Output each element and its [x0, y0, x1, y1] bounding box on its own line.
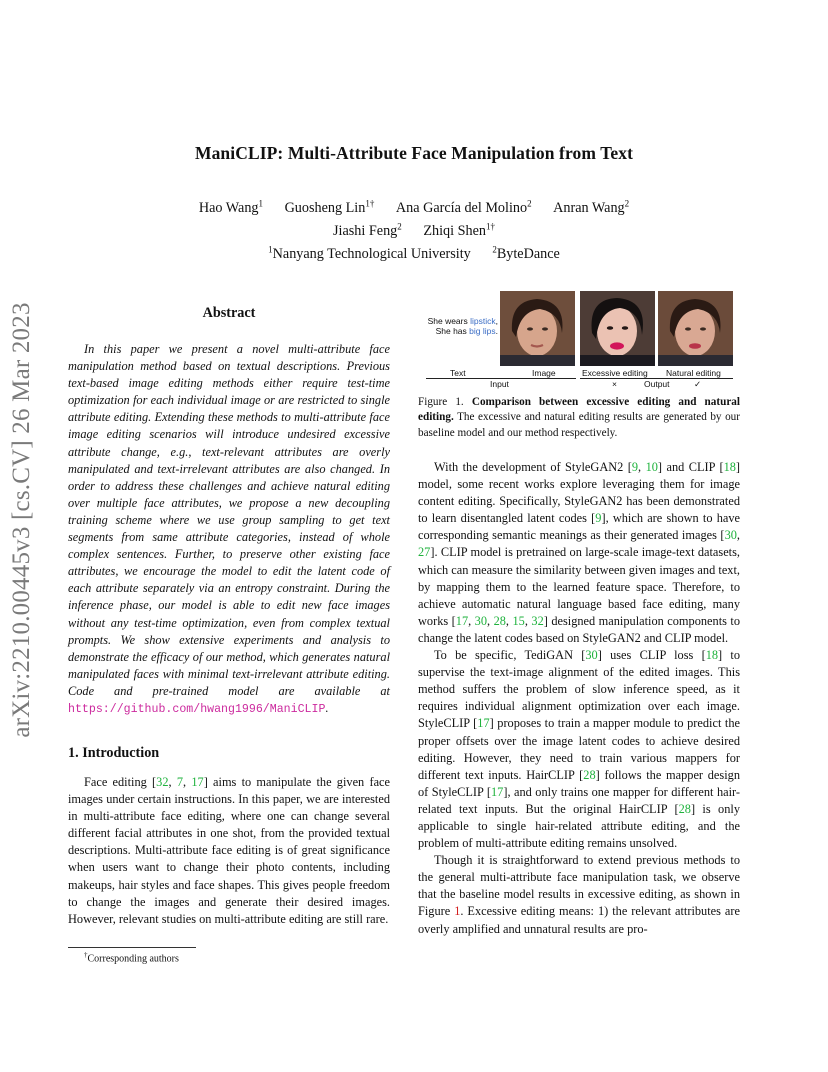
check-mark: ✓: [694, 379, 702, 389]
author: Jiashi Feng$^2$: [333, 221, 402, 239]
citation[interactable]: 17: [455, 613, 469, 628]
citation[interactable]: 30: [585, 648, 598, 663]
label-text: Text: [450, 368, 466, 378]
intro-paragraph: Face editing [32, 7, 17] aims to manipulate the given face images under certain instructions. In this paper, we are interested in multi-attribute face editing, where one can change several different facial attributes in one shot, from the provided textual descriptions. Multi-attribute face editing is of great significance when users want to change their photo contents, including makeups, hair styles and face shapes. This gives people freedom to change the images and generate their desired images. However, relevant studies on multi-attribute editing are still rare.: [68, 775, 391, 926]
section-heading-introduction: 1. Introduction: [68, 745, 160, 761]
footnote: †Corresponding authors: [84, 951, 179, 965]
citation[interactable]: 17: [477, 716, 490, 731]
abstract-body: In this paper we present a novel multi-attribute face manipulation method based on textual descriptions. Previous text-based image editing methods either require test-time optimization for each individual image or are restricted to single attribute editing. Extending these methods to multi-attribute face image editing scenarios will introduce undesired excessive attribute change, e.g., text-relevant attributes are overly manipulated and text-irrelevant attributes are also changed. In order to address these challenges and achieve natural editing over multiple face attributes, we propose a new decoupling training scheme where we use group sampling to get text segments from same attribute categories, instead of whole complex sentences. Further, to preserve other existing face attributes, we encourage the model to edit the latent code of each attribute separately via an entropy constraint. During the inference phase, our model is able to edit new face images without any test-time optimization, even from complex textual prompts. We show extensive experiments and analysis to demonstrate the efficacy of our method, which generates natural manipulated faces with minimal text-irrelevant attribute editing. Code and pre-trained model are available at https://github.com/hwang1996/ManiCLIP.: [68, 342, 390, 716]
paper-title: ManiCLIP: Multi-Attribute Face Manipulation from Text: [194, 143, 634, 163]
citation[interactable]: 30: [474, 613, 488, 628]
natural-editing-face-image: [658, 291, 733, 366]
excessive-editing-face-image: [580, 291, 655, 366]
citation[interactable]: 28: [678, 801, 691, 816]
affiliations: [0, 240, 828, 263]
figure-ref[interactable]: 1: [454, 904, 461, 919]
right-column-body: [418, 459, 740, 938]
abstract-heading: Abstract: [202, 305, 256, 321]
author: Guosheng Lin$^{1\dagger}$: [284, 198, 375, 216]
paragraph: With the development of StyleGAN2 [9, 10] and CLIP [18] model, some recent works explore leveraging them for image content editing. Specifically, StyleGAN2 has been demonstrated to learn disentangled latent codes [9], which are shown to have corresponding semantic meanings as their generated images [30, 27]. CLIP model is pretrained on large-scale image-text datasets, which can measure the similarity between given images and text, by mapping them to the learned feature space. Therefore, to achieve automatic natural language based face editing, many works [17, 30, 28, 15, 32] designed manipulation components to change the latent codes based on StyleGAN2 and CLIP model.: [418, 460, 741, 645]
figure-caption: Figure 1. Comparison between excessive editing and natural editing. The excessive and natural editing results are generated by our baseline model and our method respectively.: [418, 396, 740, 439]
author: Hao Wang$^1$: [198, 198, 264, 216]
input-face-image: [500, 291, 575, 366]
citation[interactable]: 32: [531, 613, 544, 628]
citation[interactable]: 18: [723, 460, 736, 474]
abstract-text: In this paper we present a novel multi-attribute face manipulation method based on textual descriptions. Previous text-based image editing methods either require test-time optimization for each individual image or are restricted to single attribute editing. Extending these methods to multi-attribute face image editing scenarios will introduce undesired excessive attribute change, e.g., text-relevant attributes are overly manipulated and text-irrelevant attributes are also changed. In order to address these challenges and achieve natural editing over multiple face attributes, we propose a new decoupling training scheme where we use group sampling to get text segments from same attribute categories, instead of whole complex sentences. Further, to preserve other existing face attributes, we encourage the model to edit the latent code of each attribute separately via an entropy constraint. During the inference phase, our model is able to edit new face images without any test-time optimization, even from complex textual prompts. We show extensive experiments and analysis to demonstrate the efficacy of our method, which generates natural manipulated faces with minimal text-irrelevant attribute editing. Code and pre-trained model are available at: [68, 342, 390, 698]
cross-mark: ×: [612, 379, 617, 389]
citation[interactable]: 30: [724, 528, 737, 543]
citation[interactable]: 10: [645, 460, 658, 474]
label-image: Image: [532, 368, 556, 378]
label-input: Input: [490, 379, 509, 389]
citation[interactable]: 17: [491, 784, 504, 799]
citation[interactable]: 18: [705, 648, 719, 663]
citation[interactable]: 17: [191, 775, 204, 789]
affiliation: $^1$Nanyang Technological University: [268, 244, 471, 263]
affiliation: $^2$ByteDance: [492, 244, 560, 263]
citation[interactable]: 9: [595, 511, 602, 526]
author: Anran Wang$^2$: [553, 198, 630, 216]
label-excessive: Excessive editing: [582, 368, 648, 378]
citation[interactable]: 9: [631, 460, 639, 474]
citation[interactable]: 7: [176, 775, 184, 789]
paragraph: To be specific, TediGAN [30] uses CLIP loss [18] to supervise the text-image alignment of the edited images. This method suffers the problem of slow inference speed, as it requires individual alignment optimization over each image. StyleCLIP [17] proposes to train a mapper module to predict the proper offsets over the image latent codes to achieve desired editing. However, they need to train various mappers for different text inputs. HairCLIP [28] follows the mapper design of StyleCLIP [17], and only trains one mapper for different hair-related text inputs. But the original HairCLIP [28] is only applicable to single hair-related attribute editing, and the problem of multi-attribute editing remains unsolved.: [418, 648, 740, 851]
author: Ana García del Molino$^2$: [395, 198, 532, 216]
footnote-rule: [68, 947, 196, 948]
label-natural: Natural editing: [666, 368, 721, 378]
citation[interactable]: 27: [418, 545, 431, 560]
author-line-2: [0, 217, 828, 240]
code-link[interactable]: https://github.com/hwang1996/ManiCLIP: [68, 702, 326, 716]
figure-text-prompt: She wears lipstick, She has big lips.: [427, 316, 498, 336]
citation[interactable]: 28: [583, 767, 596, 782]
figure-1: [418, 288, 740, 393]
author-line-1: [0, 194, 828, 217]
paragraph: Though it is straightforward to extend previous methods to the general multi-attribute face manipulation task, we observe that the baseline model results in excessive editing, as shown in Figure 1. Excessive editing means: 1) the relevant attributes are overly amplified and unnatural results are pro-: [418, 853, 740, 936]
citation[interactable]: 32: [156, 775, 169, 789]
arxiv-stamp-text: arXiv:2210.00445v3 [cs.CV] 26 Mar 2023: [8, 302, 35, 738]
author: Zhiqi Shen$^{1\dagger}$: [423, 221, 495, 239]
label-output: Output: [644, 379, 670, 389]
author-block: [0, 194, 828, 264]
citation[interactable]: 28: [493, 613, 506, 628]
citation[interactable]: 15: [512, 613, 525, 628]
